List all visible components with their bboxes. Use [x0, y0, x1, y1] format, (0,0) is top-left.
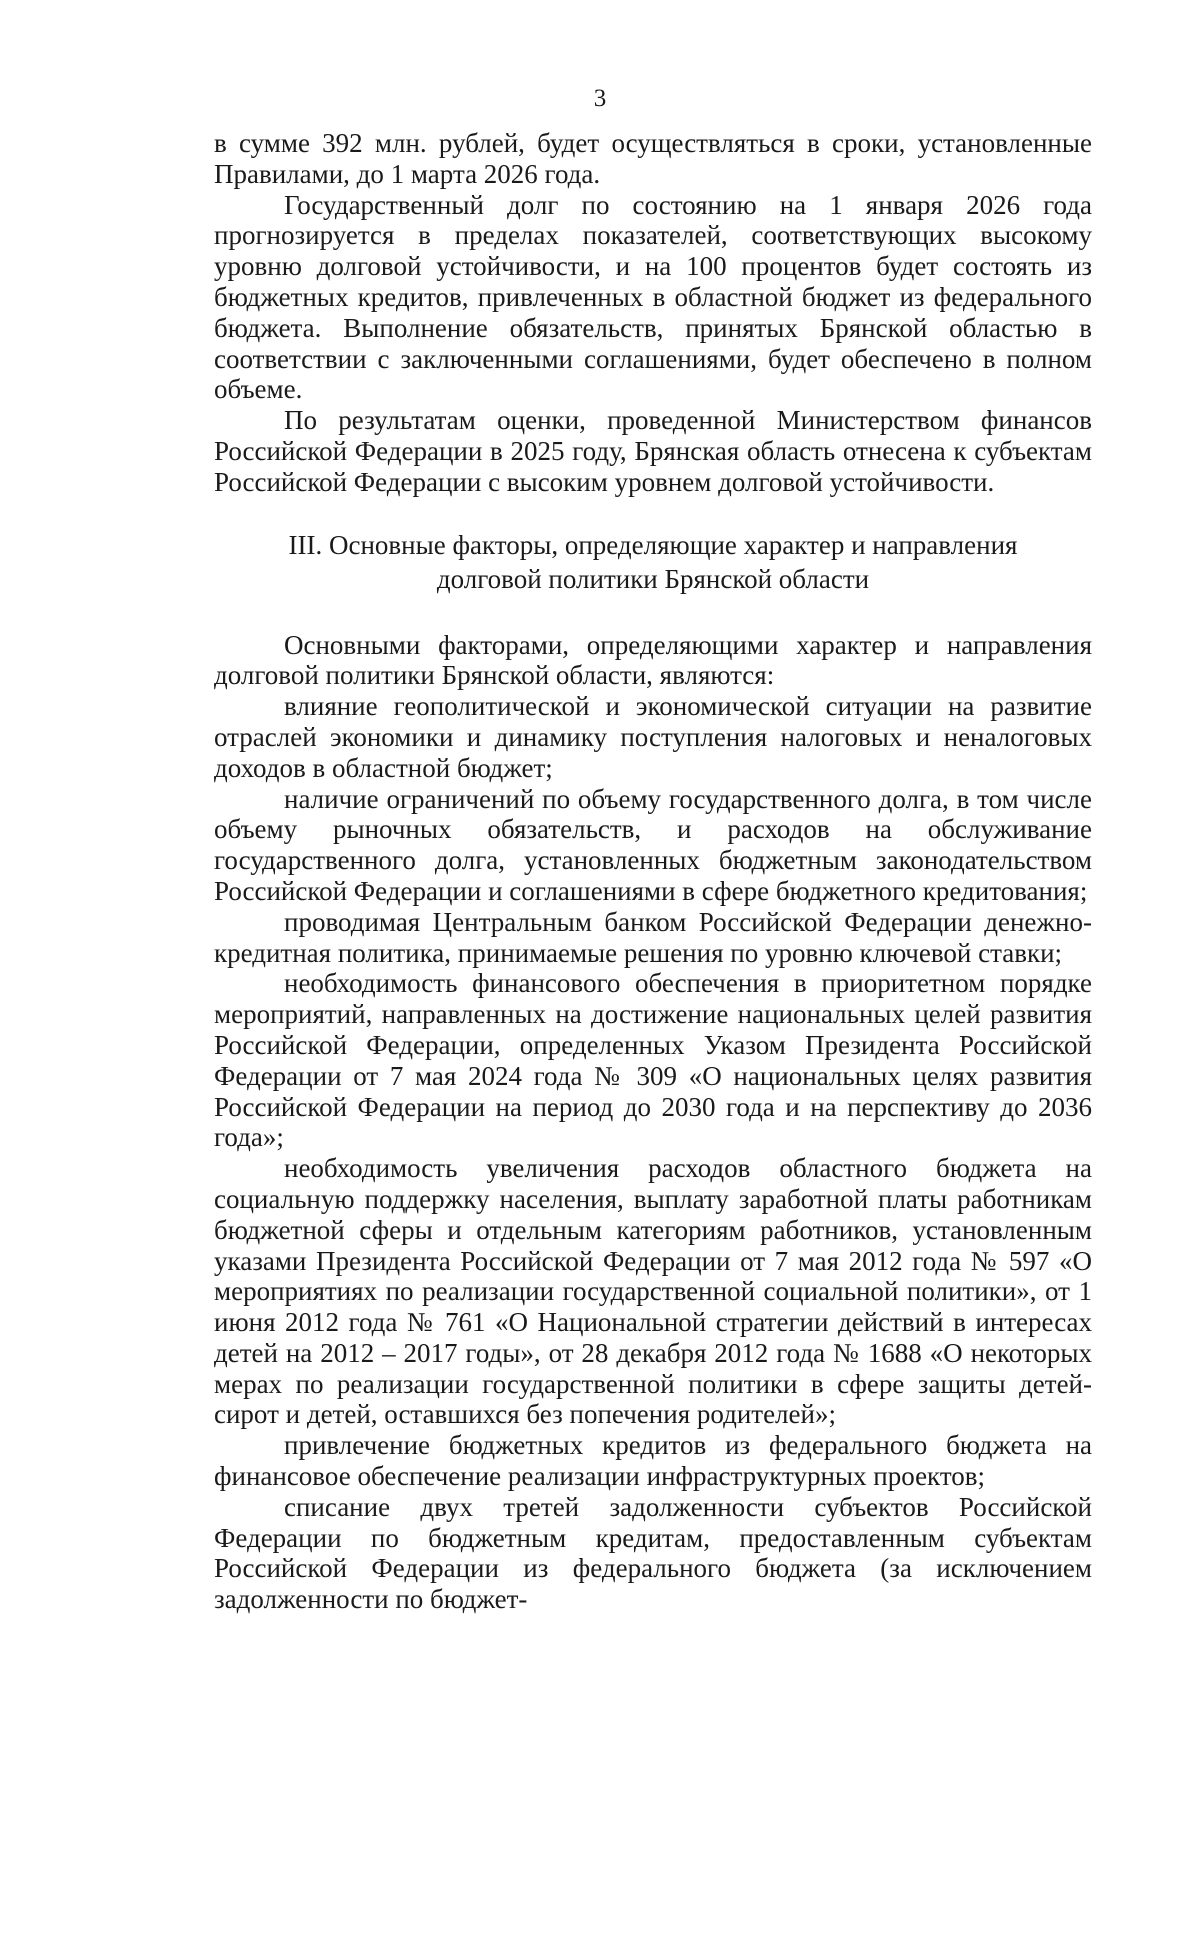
paragraph-factors-intro: Основными факторами, определяющими характер и направления долговой политики Брянской области, являются: [214, 629, 1092, 691]
section-heading-line-1: III. Основные факторы, определяющие характер и направления [288, 529, 1018, 560]
paragraph-factor-social-spending: необходимость увеличения расходов областного бюджета на социальную поддержку населения, выплату заработной платы работникам бюджетной сферы и отдельным категориям работников, установленным указами Президента Российской Федерации от 7 мая 2012 года № 597 «О мероприятиях по реализации государственной социальной политики», от 1 июня 2012 года № 761 «О Национальной стратегии действий в интересах детей на 2012 – 2017 годы», от 28 декабря 2012 года № 1688 «О некоторых мерах по реализации государственной политики в сфере защиты детей-сирот и детей, оставшихся без попечения родителей»; [214, 1153, 1092, 1430]
paragraph-continuation: в сумме 392 млн. рублей, будет осуществляться в сроки, установленные Правилами, до 1 марта 2026 года. [214, 128, 1092, 189]
paragraph-state-debt: Государственный долг по состоянию на 1 января 2026 года прогнозируется в пределах показателей, соответствующих высокому уровню долговой устойчивости, и на 100 процентов будет состоять из бюджетных кредитов, привлеченных в областной бюджет из федерального бюджета. Выполнение обязательств, принятых Брянской областью в соответствии с заключенными соглашениями, будет обеспечено в полном объеме. [214, 189, 1092, 405]
paragraph-factor-monetary-policy: проводимая Центральным банком Российской Федерации денежно-кредитная политика, принимаемые решения по уровню ключевой ставки; [214, 906, 1092, 968]
page-number: 3 [593, 85, 607, 112]
section-heading [214, 528, 1092, 596]
paragraph-factor-national-goals: необходимость финансового обеспечения в приоритетном порядке мероприятий, направленных на достижение национальных целей развития Российской Федерации, определенных Указом Президента Российской Федерации от 7 мая 2024 года № 309 «О национальных целях развития Российской Федерации на период до 2030 года и на перспективу до 2036 года»; [214, 968, 1092, 1153]
paragraph-assessment: По результатам оценки, проведенной Министерством финансов Российской Федерации в 2025 году, Брянская область отнесена к субъектам Российской Федерации с высоким уровнем долговой устойчивости. [214, 405, 1092, 497]
paragraph-factor-debt-writeoff: списание двух третей задолженности субъектов Российской Федерации по бюджетным кредитам, предоставленным субъектам Российской Федерации из федерального бюджета (за исключением задолженности по бюджет- [214, 1491, 1092, 1615]
paragraph-factor-budget-credits: привлечение бюджетных кредитов из федерального бюджета на финансовое обеспечение реализации инфраструктурных проектов; [214, 1430, 1092, 1492]
section-heading-line-2: долговой политики Брянской области [436, 563, 870, 594]
paragraph-factor-geopolitics: влияние геополитической и экономической ситуации на развитие отраслей экономики и динамику поступления налоговых и неналоговых доходов в областной бюджет; [214, 691, 1092, 783]
paragraph-factor-debt-limits: наличие ограничений по объему государственного долга, в том числе объему рыночных обязательств, и расходов на обслуживание государственного долга, установленных бюджетным законодательством Российской Федерации и соглашениями в сфере бюджетного кредитования; [214, 783, 1092, 906]
document-body [214, 128, 1092, 1615]
